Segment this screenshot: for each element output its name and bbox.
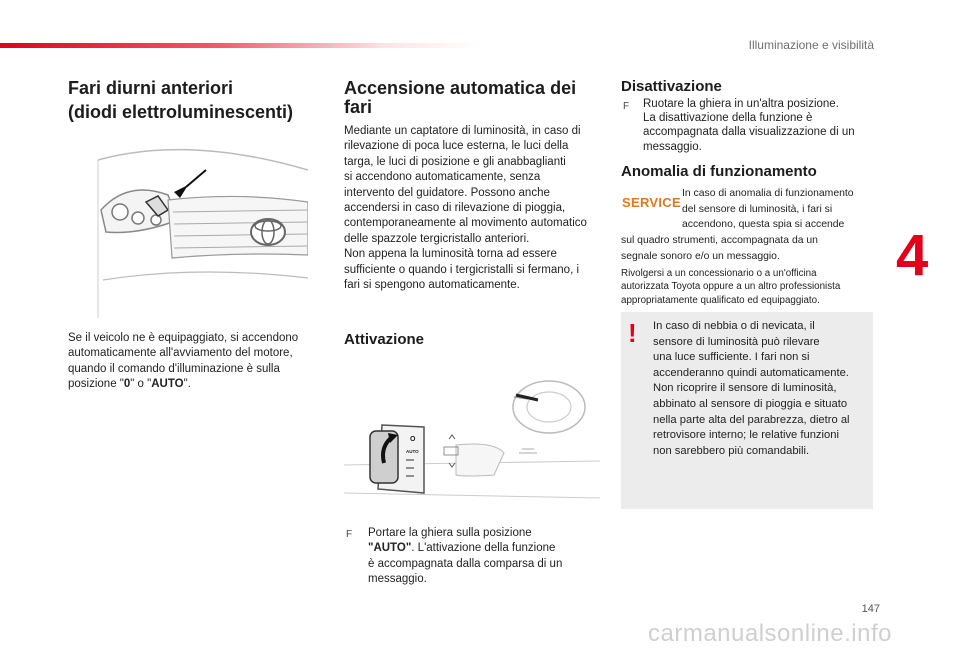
section-title: Illuminazione e visibilità (748, 38, 874, 52)
drl-paragraph (68, 331, 318, 393)
step-line (368, 541, 598, 556)
dealer-line: appropriatamente qualificato ed equipaggiato. (621, 294, 820, 306)
malf-line: accendono, questa spia si accende (682, 219, 845, 231)
para-line: fari si spengono automaticamente. (344, 279, 520, 292)
para-line: rilevazione di poca luce esterna, le luci della (344, 140, 569, 153)
para-line: sufficiente o quando i tergicristalli si fermano, i (344, 263, 580, 276)
drl-title-line1: Fari diurni anteriori (68, 78, 234, 98)
text-run: . L'attivazione della funzione (411, 542, 556, 555)
para-line: intervento del guidatore. Possono anche (344, 186, 550, 199)
drl-line: Se il veicolo ne è equipaggiato, si accendono (68, 332, 299, 344)
position-auto: AUTO (151, 378, 184, 391)
deactivation-title: Disattivazione (621, 78, 722, 95)
warning-line: abbinato al sensore di pioggia e situato (653, 397, 848, 410)
deact-line: messaggio. (643, 140, 702, 153)
page-number: 147 (861, 603, 880, 615)
activation-step (368, 526, 598, 588)
chapter-number: 4 (896, 223, 929, 288)
warning-line: accenderanno quindi automaticamente. (653, 366, 849, 379)
watermark: carmanualsonline.info (648, 620, 892, 647)
drl-title-line2: (diodi elettroluminescenti) (68, 102, 294, 122)
warning-line: retrovisore interno; le relative funzioni (653, 429, 839, 442)
drl-line: quando il comando d'illuminazione è sulla (68, 362, 280, 375)
deact-line: accompagnata dalla visualizzazione di un (643, 126, 855, 139)
text-run: posizione " (68, 378, 124, 391)
warning-text (653, 319, 871, 459)
warning-line: sensore di luminosità può rilevare (653, 335, 820, 348)
warning-line: In caso di nebbia o di nevicata, il (653, 320, 815, 332)
malfunction-title: Anomalia di funzionamento (621, 163, 817, 180)
deact-line: La disattivazione della funzione è (643, 112, 813, 125)
dealer-line: Rivolgersi a un concessionario o a un'officina (621, 268, 817, 279)
step-line: Portare la ghiera sulla posizione (368, 527, 532, 539)
service-warning-icon: SERVICE (622, 195, 681, 210)
warning-line: nella parte alta del parabrezza, dietro al (653, 413, 850, 426)
para-line: delle spazzole tergicristallo anteriori. (344, 232, 530, 245)
step-line: è accompagnata dalla comparsa di un (368, 557, 563, 570)
dealer-line: autorizzata Toyota oppure a un altro professionista (621, 281, 841, 293)
malf-line: segnale sonoro e/o un messaggio. (621, 250, 780, 262)
para-line: Mediante un captatore di luminosità, in caso di (344, 125, 581, 137)
dealer-text (621, 267, 881, 307)
text-run: ". (183, 378, 191, 391)
auto-lights-title-line2: fari (344, 97, 373, 117)
auto-position: "AUTO" (368, 542, 412, 555)
position-zero: 0 (123, 378, 131, 391)
malfunction-text-full (621, 233, 876, 264)
deact-line: Ruotare la ghiera in un'altra posizione. (643, 98, 839, 110)
bullet-icon: F (346, 529, 353, 540)
para-line: si accendono automaticamente, senza (344, 171, 541, 184)
deactivation-text (643, 97, 873, 154)
lighting-lever-illustration (344, 365, 600, 500)
lever-label-off: O (410, 436, 416, 443)
para-line: targa, le luci di posizione e gli anabbaglianti (344, 155, 566, 168)
step-line: messaggio. (368, 573, 427, 586)
lever-label-auto: AUTO (406, 449, 419, 454)
malf-line: sul quadro strumenti, accompagnata da un (621, 235, 818, 246)
drl-line (68, 377, 318, 392)
malf-line: del sensore di luminosità, i fari si (682, 203, 833, 215)
bullet-icon: F (623, 101, 630, 112)
warning-line: Non ricoprire il sensore di luminosità, (653, 382, 837, 395)
auto-lights-paragraph (344, 124, 606, 293)
warning-line: non sarebbero più comandabili. (653, 444, 810, 457)
warning-exclamation-icon: ! (628, 318, 637, 348)
auto-lights-title-line1: Accensione automatica dei (344, 78, 577, 98)
activation-title: Attivazione (344, 331, 425, 348)
header-accent-bar (0, 43, 480, 48)
warning-line: una luce sufficiente. I fari non si (653, 351, 810, 364)
para-line: contemporaneamente al movimento automatico (344, 217, 587, 230)
para-line: Non appena la luminosità torna ad essere (344, 248, 557, 261)
para-line: accendersi in caso di rilevazione di pioggia, (344, 202, 566, 215)
malfunction-text-right (682, 186, 877, 233)
car-front-illustration (68, 140, 308, 318)
drl-line: automaticamente all'avviamento del motore, (68, 347, 293, 360)
text-run: " o " (130, 378, 152, 391)
malf-line: In caso di anomalia di funzionamento (682, 188, 854, 199)
